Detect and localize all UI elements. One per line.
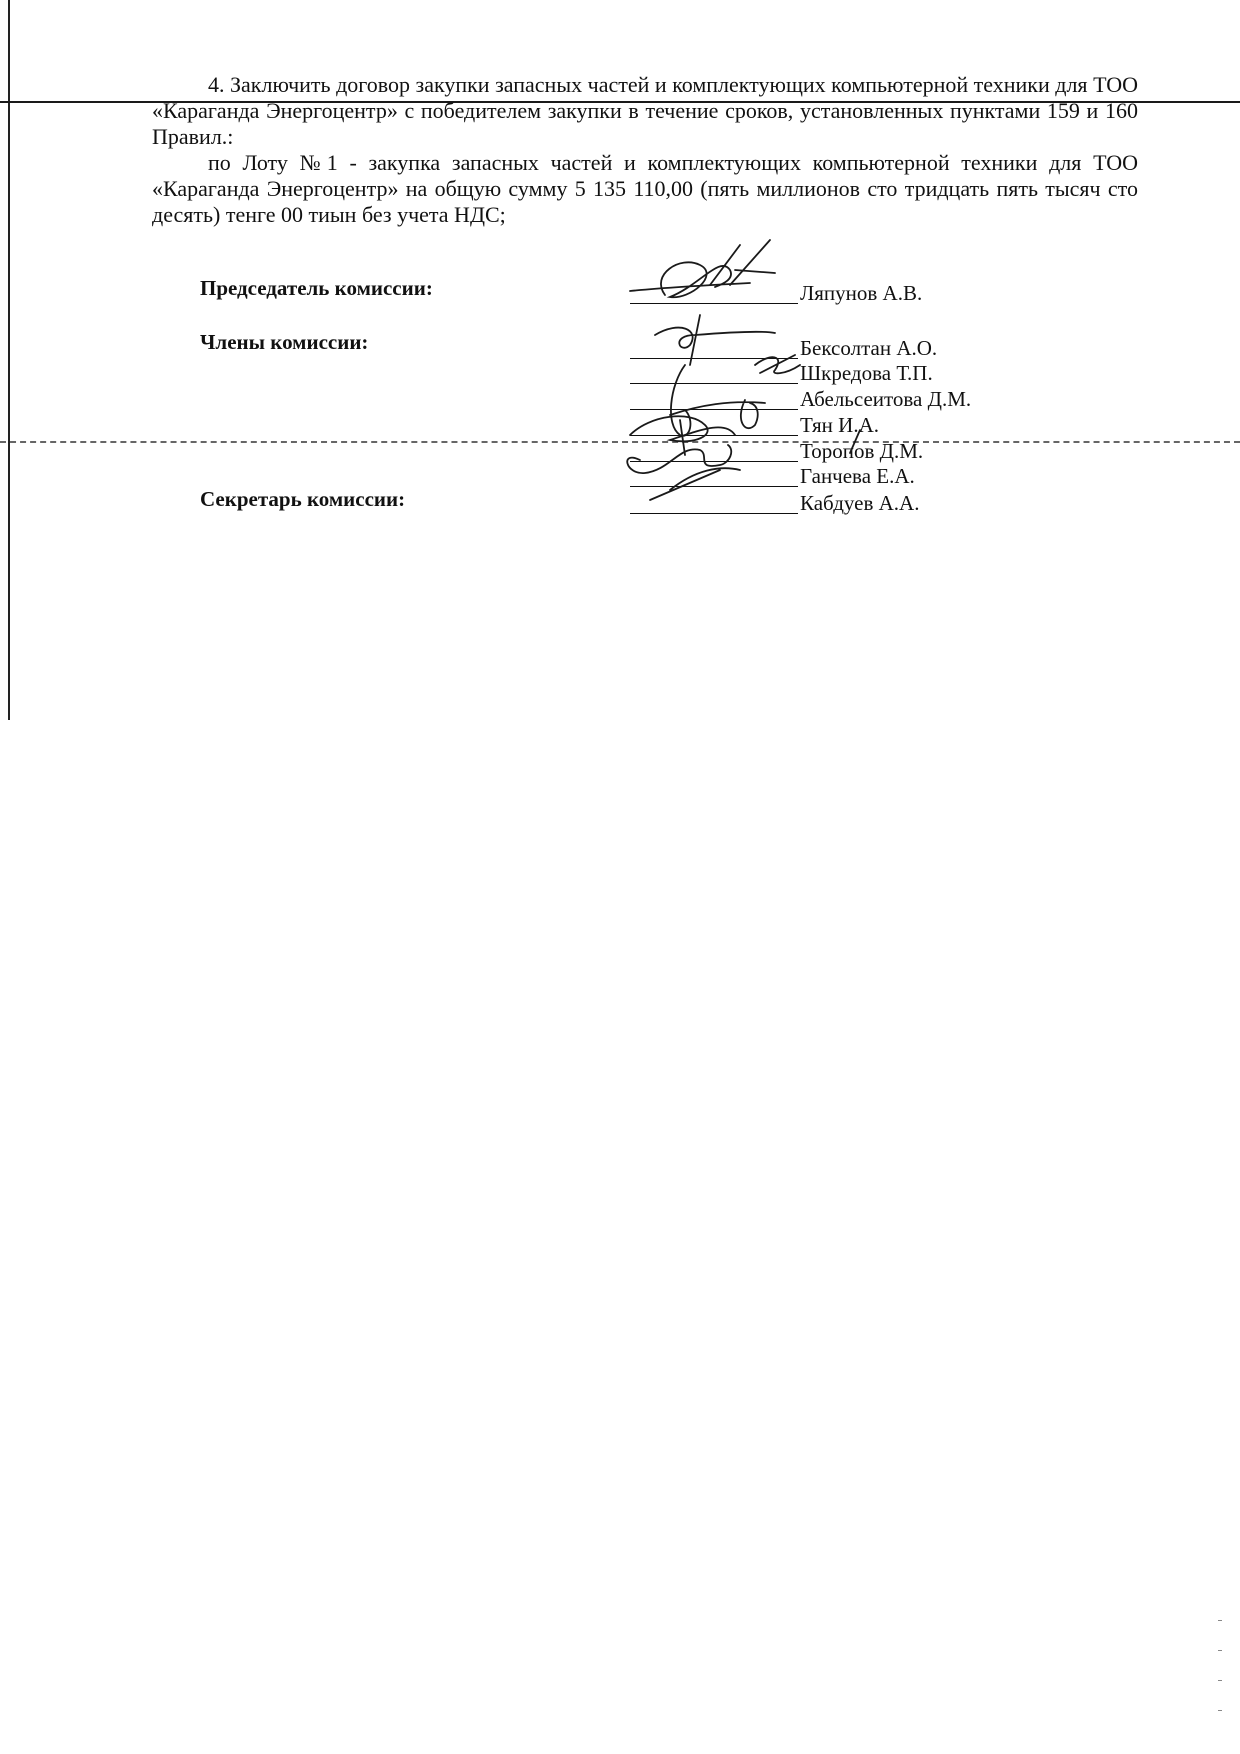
secretary-name: Кабдуев А.А.	[800, 491, 920, 515]
paragraph-contract-clause: 4. Заключить договор закупки запасных частей и комплектующих компьютерной техники для ТОО «Караганда Энергоцентр» с победителем закупки в течение сроков, установленных пунктами 159 и 160 Правил.:	[152, 72, 1138, 149]
scan-margin-mark	[1218, 1680, 1222, 1681]
scan-margin-mark	[1218, 1650, 1222, 1651]
member-name: Бексолтан А.О.	[800, 336, 938, 360]
scan-edge-line	[8, 0, 10, 720]
chairman-name: Ляпунов А.В.	[800, 281, 923, 305]
member-name: Шкредова Т.П.	[800, 361, 933, 385]
member-name: Тян И.А.	[800, 413, 880, 437]
member-name: Абельсеитова Д.М.	[800, 387, 972, 411]
scan-margin-mark	[1218, 1620, 1222, 1621]
member-name: Торопов Д.М.	[800, 439, 924, 463]
scan-margin-mark	[1218, 1710, 1222, 1711]
members-label: Члены комиссии:	[200, 330, 369, 354]
secretary-label: Секретарь комиссии:	[200, 487, 406, 511]
paragraph-lot-1: по Лоту №1 - закупка запасных частей и комплектующих компьютерной техники для ТОО «Караганда Энергоцентр» на общую сумму 5 135 110,00 (пять миллионов сто тридцать пять тысяч сто десять) тенге 00 тиын без учета НДС;	[152, 150, 1138, 227]
chairman-label: Председатель комиссии:	[200, 276, 433, 300]
member-name: Ганчева Е.А.	[800, 464, 915, 488]
handwritten-signatures	[610, 225, 970, 545]
